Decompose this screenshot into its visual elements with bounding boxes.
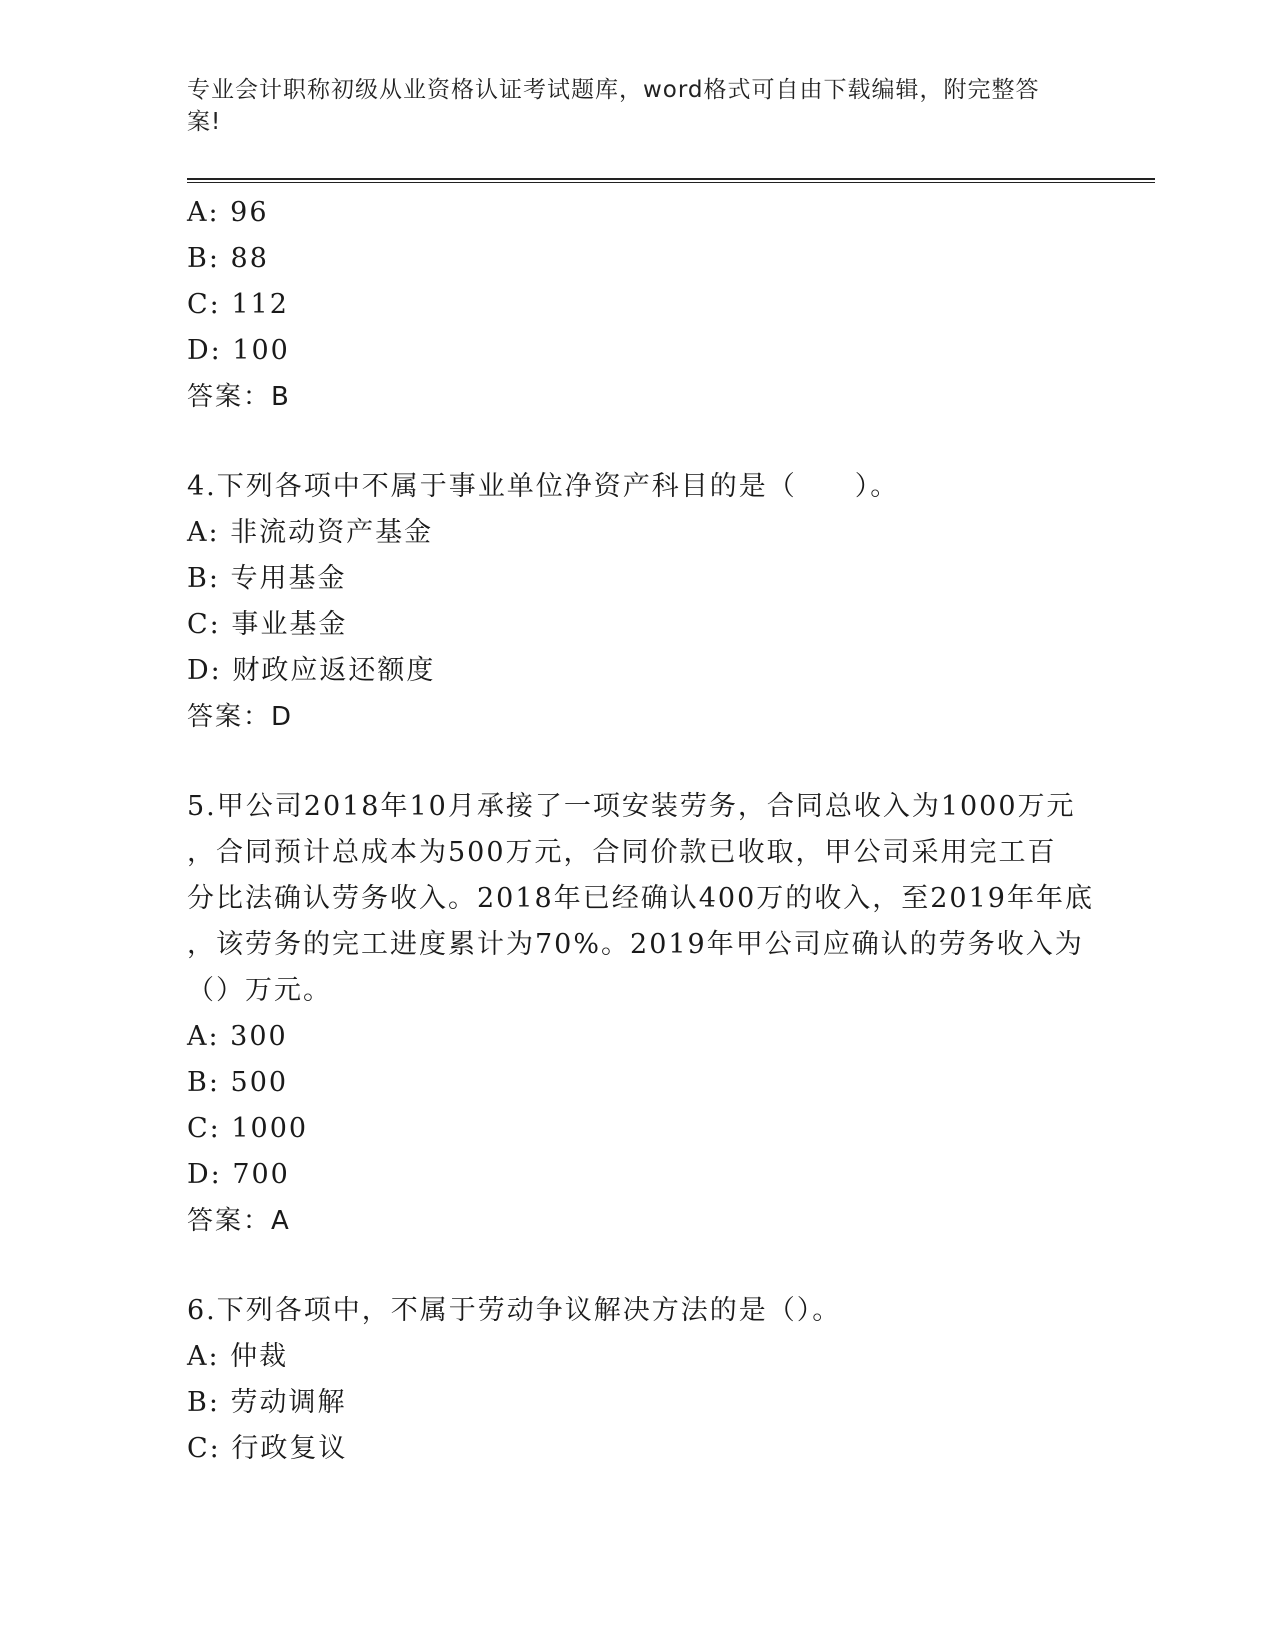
option-b: B: 专用基金 bbox=[187, 563, 347, 594]
header-divider bbox=[187, 178, 1155, 183]
option-a: A: 非流动资产基金 bbox=[187, 517, 434, 548]
option-d: D: 700 bbox=[187, 1159, 290, 1190]
answer-line: 答案：D bbox=[187, 702, 294, 732]
question-stem-line: ，合同预计总成本为500万元，合同价款已收取，甲公司采用完工百 bbox=[187, 837, 1057, 868]
option-d: D: 财政应返还额度 bbox=[187, 655, 436, 686]
question-stem-line: 5.甲公司2018年10月承接了一项安装劳务，合同总收入为1000万元 bbox=[187, 791, 1076, 822]
option-a: A: 96 bbox=[187, 197, 269, 228]
question-stem: 4.下列各项中不属于事业单位净资产科目的是（ ）。 bbox=[187, 471, 900, 502]
option-d: D: 100 bbox=[187, 335, 290, 366]
option-a: A: 仲裁 bbox=[187, 1341, 289, 1372]
option-b: B: 500 bbox=[187, 1067, 289, 1098]
option-c: C: 1000 bbox=[187, 1113, 309, 1144]
option-b: B: 劳动调解 bbox=[187, 1387, 347, 1418]
option-c: C: 事业基金 bbox=[187, 609, 348, 640]
option-b: B: 88 bbox=[187, 243, 269, 274]
question-stem-line: ，该劳务的完工进度累计为70%。2019年甲公司应确认的劳务收入为 bbox=[187, 929, 1084, 960]
page-header bbox=[187, 74, 1067, 138]
question-4 bbox=[187, 464, 1087, 740]
header-line-1: 专业会计职称初级从业资格认证考试题库，word格式可自由下载编辑，附完整答 bbox=[187, 77, 1040, 103]
answer-line: 答案：B bbox=[187, 382, 291, 412]
question-3 bbox=[187, 190, 1087, 420]
question-list bbox=[187, 190, 1094, 1472]
question-stem-line: （）万元。 bbox=[187, 975, 332, 1006]
option-c: C: 112 bbox=[187, 289, 289, 320]
header-line-2: 案! bbox=[187, 109, 222, 135]
option-c: C: 行政复议 bbox=[187, 1433, 348, 1464]
question-6 bbox=[187, 1288, 1087, 1472]
answer-line: 答案：A bbox=[187, 1206, 291, 1236]
option-a: A: 300 bbox=[187, 1021, 288, 1052]
question-stem: 6.下列各项中，不属于劳动争议解决方法的是（）。 bbox=[187, 1295, 842, 1326]
question-5 bbox=[187, 784, 1094, 1244]
question-stem-line: 分比法确认劳务收入。2018年已经确认400万的收入，至2019年年底 bbox=[187, 883, 1094, 914]
